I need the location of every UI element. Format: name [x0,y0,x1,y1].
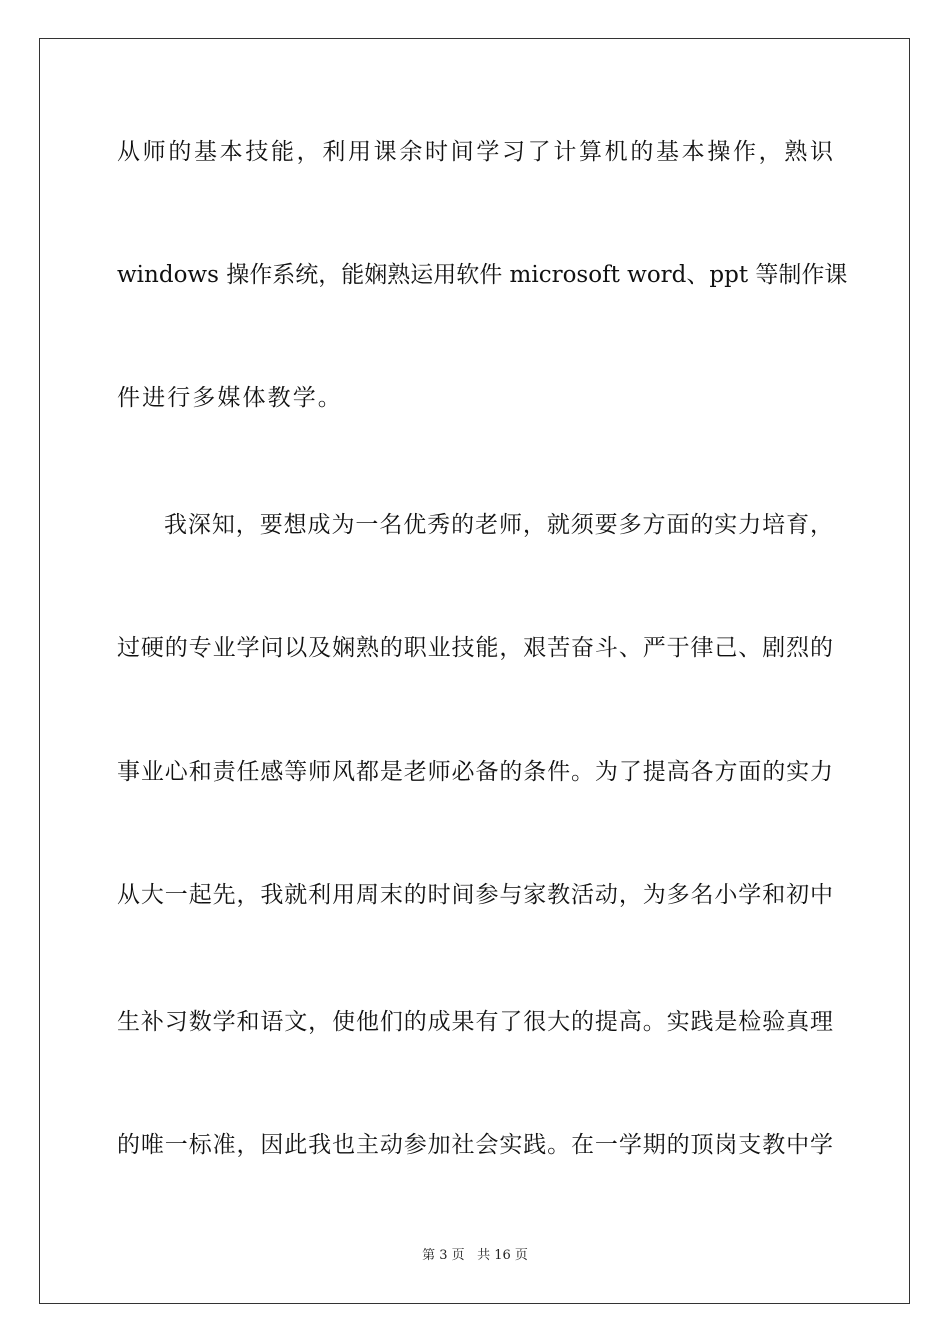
text-line-3: 件进行多媒体教学。 [117,385,343,411]
text-line-8: 生补习数学和语文，使他们的成果有了很大的提高。实践是检验真理 [117,1009,833,1035]
text-line-1: 从师的基本技能，利用课余时间学习了计算机的基本操作，熟识 [117,139,833,165]
page-footer [0,1248,950,1264]
text-line-4: 我深知，要想成为一名优秀的老师，就须要多方面的实力培育， [164,512,833,538]
text-line-2: windows 操作系统，能娴熟运用软件 microsoft word、ppt 等制作课 [117,262,848,288]
page-number: 第 3 页 [422,1248,465,1263]
text-line-5: 过硬的专业学问以及娴熟的职业技能，艰苦奋斗、严于律己、剧烈的 [117,635,833,661]
text-line-6: 事业心和责任感等师风都是老师必备的条件。为了提高各方面的实力 [117,759,833,785]
page-border [39,38,910,1304]
text-line-9: 的唯一标准，因此我也主动参加社会实践。在一学期的顶岗支教中学 [117,1132,833,1158]
text-line-7: 从大一起先，我就利用周末的时间参与家教活动，为多名小学和初中 [117,882,833,908]
page-total: 共 16 页 [477,1248,528,1263]
